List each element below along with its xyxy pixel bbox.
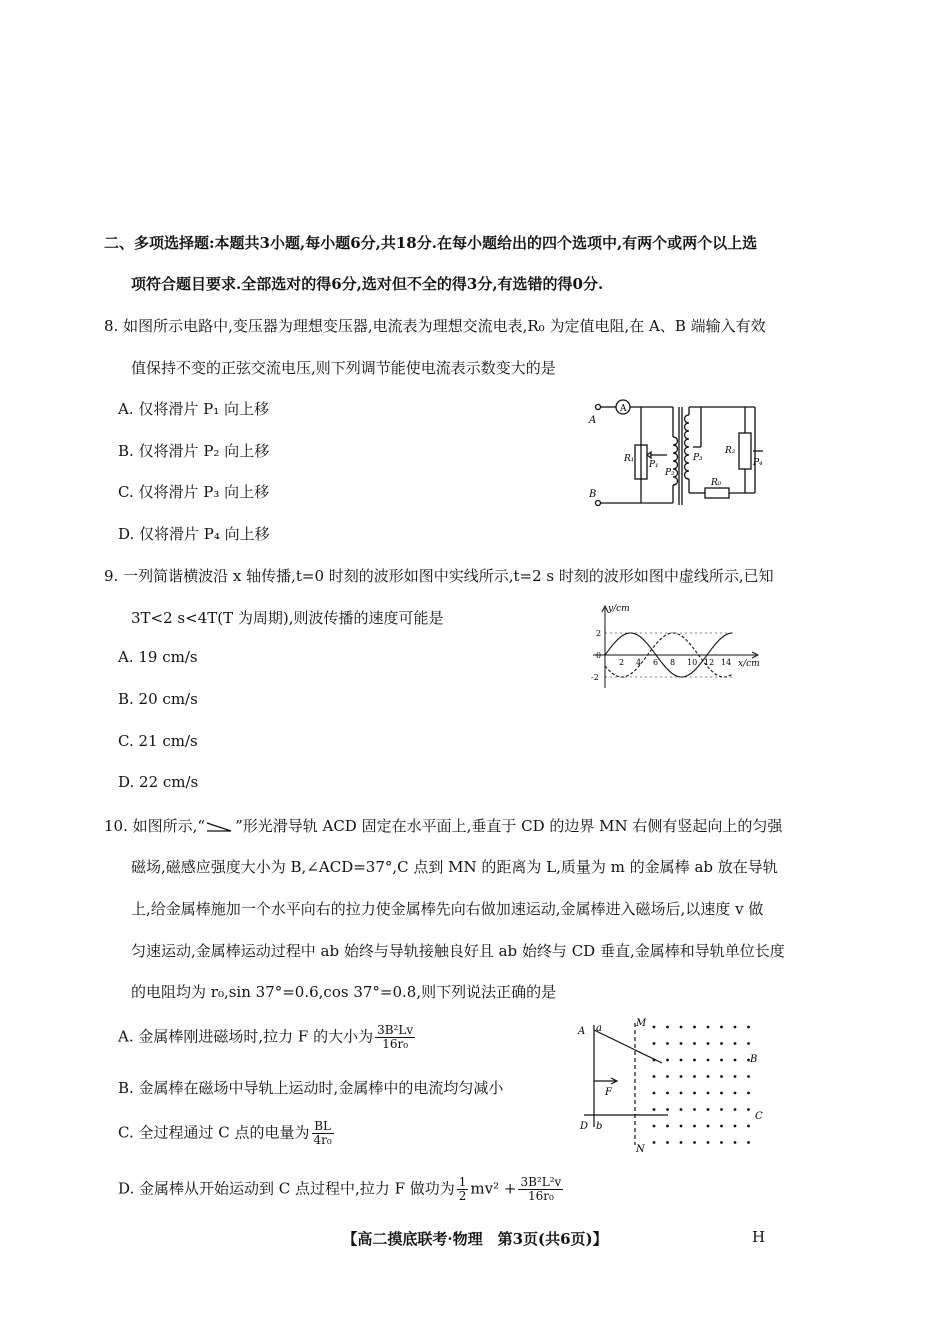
q9-x-tick-label: 8	[670, 658, 676, 667]
q10-field-dot	[666, 1026, 669, 1029]
q9-y-tick-label: -2	[591, 673, 599, 682]
q9-stem-line1: 9. 一列简谐横波沿 x 轴传播,t=0 时刻的波形如图中实线所示,t=2 s 时刻的波形如图中虚线所示,已知	[104, 567, 774, 585]
section-title-line1: 二、多项选择题:本题共3小题,每小题6分,共18分.在每小题给出的四个选项中,有两个或两个以上选	[104, 234, 758, 252]
q10-field-dot	[653, 1125, 656, 1128]
q10-field-dot	[707, 1075, 710, 1078]
q8-option-d: D. 仅将滑片 P₄ 向上移	[118, 525, 270, 543]
q10-option-a	[118, 1024, 417, 1051]
q10-field-dot	[680, 1092, 683, 1095]
q9-wave-chart	[588, 600, 768, 692]
q10-field-dot	[734, 1075, 737, 1078]
q10-fig-label-n: N	[636, 1144, 645, 1155]
q10-field-dot	[653, 1075, 656, 1078]
q10-field-dot	[693, 1059, 696, 1062]
q10-option-d-half-numerator: 1	[458, 1175, 467, 1189]
q10-fig-label-b-field: B	[750, 1054, 758, 1065]
q10-field-dot	[734, 1042, 737, 1045]
q10-fig-label-b-rod: b	[596, 1121, 603, 1132]
q10-option-d-half-denominator: 2	[458, 1189, 467, 1203]
q10-option-d	[118, 1176, 565, 1203]
q10-field-dot	[693, 1108, 696, 1111]
q9-x-tick-label: 12	[704, 658, 715, 667]
q8-fig-p4: P₄	[753, 458, 763, 468]
q10-stem-line1-post: ”形光滑导轨 ACD 固定在水平面上,垂直于 CD 的边界 MN 右侧有竖起向上的匀强	[235, 817, 783, 835]
q10-field-dot	[680, 1075, 683, 1078]
q10-field-dot	[693, 1125, 696, 1128]
q9-x-tick-label: 6	[653, 658, 659, 667]
q8-fig-terminal-a: A	[589, 415, 597, 426]
q10-field-dot	[747, 1075, 750, 1078]
q10-fig-label-a-point: A	[578, 1026, 586, 1037]
q10-option-c-numerator: BL	[312, 1120, 334, 1134]
q10-stem-line2: 磁场,磁感应强度大小为 B,∠ACD=37°,C 点到 MN 的距离为 L,质量为 m 的金属棒 ab 放在导轨	[131, 858, 778, 876]
q10-field-dot	[734, 1125, 737, 1128]
q10-stem-line1	[104, 815, 782, 836]
q10-option-d-fraction	[518, 1176, 563, 1203]
q10-field-dot	[666, 1075, 669, 1078]
section-title-line2: 项符合题目要求.全部选对的得6分,选对但不全的得3分,有选错的得0分.	[131, 275, 604, 293]
paper-code: H	[752, 1228, 766, 1246]
q10-field-dot	[680, 1125, 683, 1128]
q9-option-c: C. 21 cm/s	[118, 732, 198, 750]
q10-field-dot	[734, 1026, 737, 1029]
q8-fig-r1: R₁	[624, 454, 635, 464]
q10-field-dot	[653, 1141, 656, 1144]
q8-stem-line1: 8. 如图所示电路中,变压器为理想变压器,电流表为理想交流电表,R₀ 为定值电阻,在 A、B 端输入有效	[104, 317, 766, 335]
q8-circuit-diagram	[585, 395, 775, 520]
q9-option-a: A. 19 cm/s	[118, 648, 198, 666]
q10-option-a-numerator: 3B²Lv	[377, 1023, 414, 1037]
q10-option-d-denominator: 16r₀	[527, 1189, 554, 1203]
q10-field-dot	[693, 1026, 696, 1029]
q10-field-dot	[747, 1092, 750, 1095]
q10-option-d-mid: mv² +	[470, 1179, 517, 1198]
q9-y-tick-label: 2	[596, 629, 602, 638]
q10-field-dot	[680, 1108, 683, 1111]
q10-stem-line5: 的电阻均为 r₀,sin 37°=0.6,cos 37°=0.8,则下列说法正确的是	[131, 983, 557, 1001]
q10-option-d-text: D. 金属棒从开始运动到 C 点过程中,拉力 F 做功为	[118, 1179, 455, 1198]
q10-field-dot	[666, 1092, 669, 1095]
q10-field-dot	[720, 1075, 723, 1078]
q8-option-c: C. 仅将滑片 P₃ 向上移	[118, 483, 270, 501]
q10-field-dot	[666, 1141, 669, 1144]
q10-field-dot	[707, 1042, 710, 1045]
q10-option-a-denominator: 16r₀	[382, 1037, 409, 1051]
q9-option-b: B. 20 cm/s	[118, 690, 198, 708]
q10-option-a-fraction	[375, 1024, 415, 1051]
q10-field-dot	[680, 1042, 683, 1045]
q10-field-dot	[720, 1059, 723, 1062]
q10-field-dot	[747, 1026, 750, 1029]
q10-field-dot	[747, 1125, 750, 1128]
q8-fig-r0: R₀	[711, 478, 722, 488]
q10-field-dot	[693, 1141, 696, 1144]
q10-field-dot	[720, 1092, 723, 1095]
q10-field-dot	[653, 1026, 656, 1029]
q10-field-dot	[707, 1141, 710, 1144]
q10-fig-label-m: M	[636, 1018, 647, 1029]
q10-field-dot	[707, 1108, 710, 1111]
q10-field-dot	[666, 1059, 669, 1062]
q10-field-dot	[680, 1026, 683, 1029]
q10-option-c-text: C. 全过程通过 C 点的电量为	[118, 1123, 310, 1142]
q10-field-dot	[707, 1092, 710, 1095]
q10-field-dot	[653, 1059, 656, 1062]
q10-fig-label-a-rod: a	[596, 1023, 602, 1034]
q10-field-dot	[693, 1042, 696, 1045]
q10-option-c-denominator: 4r₀	[313, 1133, 332, 1147]
q10-stem-line1-pre: 10. 如图所示,“	[104, 817, 206, 835]
q10-field-dot	[680, 1141, 683, 1144]
q10-field-dot	[720, 1108, 723, 1111]
q10-field-dot	[666, 1042, 669, 1045]
q8-fig-ammeter: A	[620, 404, 627, 414]
q10-field-dot	[734, 1059, 737, 1062]
q9-y-tick-label: 0	[596, 651, 602, 660]
q10-magnetic-field-diagram	[572, 1015, 772, 1160]
q10-fig-label-f: F	[605, 1087, 612, 1098]
q8-stem-line2: 值保持不变的正弦交流电压,则下列调节能使电流表示数变大的是	[131, 359, 556, 377]
q9-x-tick-label: 10	[687, 658, 698, 667]
q8-fig-p1: P₁	[649, 460, 659, 470]
q10-field-dot	[720, 1125, 723, 1128]
q10-rail-shape-icon	[205, 820, 235, 834]
q10-stem-line4: 匀速运动,金属棒运动过程中 ab 始终与导轨接触良好且 ab 始终与 CD 垂直,金属棒和导轨单位长度	[131, 942, 785, 960]
q10-rail-ac	[594, 1030, 662, 1063]
q10-option-d-numerator: 3B²L²v	[520, 1175, 562, 1189]
q9-x-tick-label: 4	[636, 658, 642, 667]
q8-fig-p2: P₂	[665, 468, 675, 478]
q10-field-dot	[680, 1059, 683, 1062]
q8-option-b: B. 仅将滑片 P₂ 向上移	[118, 442, 270, 460]
q10-field-dot	[666, 1125, 669, 1128]
q8-fig-r2: R₂	[725, 446, 736, 456]
q10-field-dot	[734, 1092, 737, 1095]
q8-fig-p3: P₃	[693, 453, 703, 463]
q10-stem-line3: 上,给金属棒施加一个水平向右的拉力使金属棒先向右做加速运动,金属棒进入磁场后,以速度 v 做	[131, 900, 764, 918]
q10-field-dot	[720, 1042, 723, 1045]
q10-fig-label-c: C	[755, 1111, 763, 1122]
q10-field-dot	[747, 1042, 750, 1045]
q10-field-dot	[747, 1141, 750, 1144]
q10-option-b: B. 金属棒在磁场中导轨上运动时,金属棒中的电流均匀减小	[118, 1079, 504, 1097]
q10-fig-label-d: D	[580, 1121, 589, 1132]
q10-field-dot	[653, 1108, 656, 1111]
q9-y-axis-label: y/cm	[608, 604, 630, 614]
q10-field-dot	[693, 1075, 696, 1078]
q10-field-dot	[720, 1026, 723, 1029]
q9-stem-line2: 3T<2 s<4T(T 为周期),则波传播的速度可能是	[131, 609, 444, 627]
q10-field-dot	[747, 1108, 750, 1111]
q9-x-axis-label: x/cm	[738, 659, 760, 669]
q10-option-d-fraction-half	[457, 1176, 469, 1203]
q10-option-a-text: A. 金属棒刚进磁场时,拉力 F 的大小为	[118, 1027, 374, 1046]
q9-x-tick-label: 2	[619, 658, 625, 667]
q10-field-dot	[666, 1108, 669, 1111]
q10-field-dot	[707, 1125, 710, 1128]
q10-field-dot	[707, 1059, 710, 1062]
page-footer: 【高二摸底联考·物理 第3页(共6页)】	[342, 1230, 608, 1248]
q10-field-dot	[734, 1108, 737, 1111]
q8-option-a: A. 仅将滑片 P₁ 向上移	[118, 400, 270, 418]
q10-field-dot	[693, 1092, 696, 1095]
q10-option-c-fraction	[312, 1120, 334, 1147]
q8-fig-terminal-b: B	[589, 489, 597, 500]
q10-field-dot	[653, 1092, 656, 1095]
q9-option-d: D. 22 cm/s	[118, 773, 199, 791]
q10-field-dot	[653, 1042, 656, 1045]
q10-option-c	[118, 1120, 336, 1147]
q10-field-dot	[720, 1141, 723, 1144]
q10-field-dot	[734, 1141, 737, 1144]
q10-field-dot	[707, 1026, 710, 1029]
q9-x-tick-label: 14	[721, 658, 732, 667]
